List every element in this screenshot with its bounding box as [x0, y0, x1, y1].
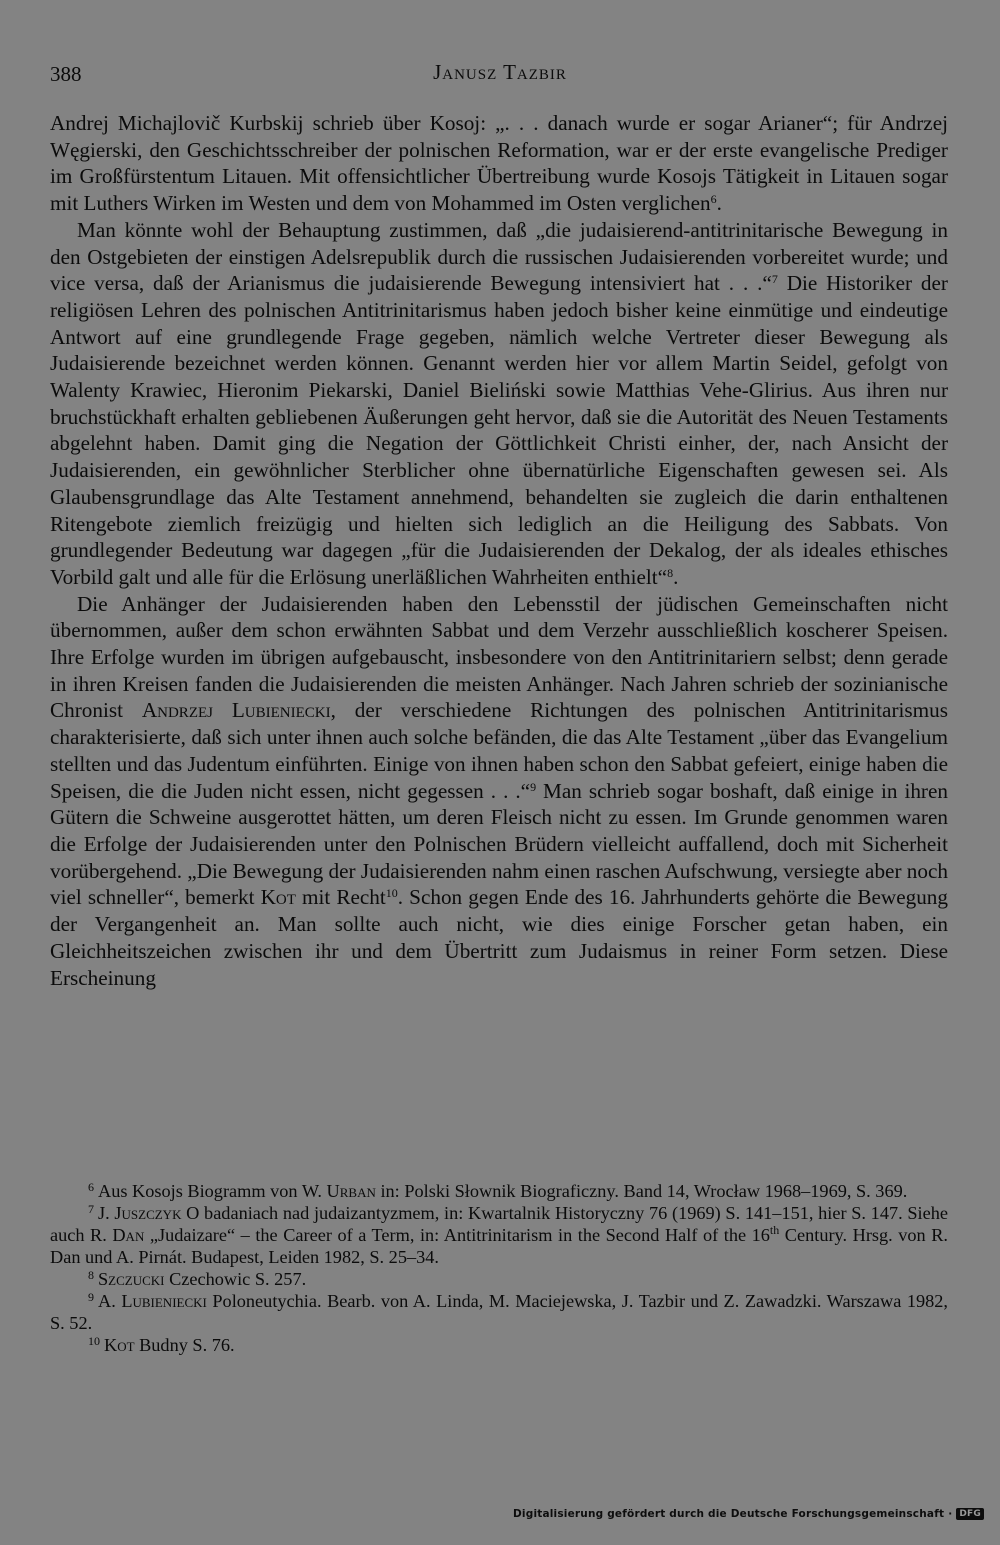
superscript: th	[769, 1223, 780, 1237]
footnote-8	[50, 1268, 948, 1290]
paragraph-2	[50, 217, 948, 591]
text-run: A.	[98, 1291, 122, 1311]
digitization-credit	[513, 1508, 984, 1520]
author-name: Szczucki	[98, 1269, 165, 1289]
text-run: Aus Kosojs Biogramm von W.	[98, 1181, 327, 1201]
footnote-number: 6	[88, 1180, 94, 1194]
page-header	[50, 52, 950, 92]
text-run: J.	[98, 1203, 115, 1223]
credit-separator: ·	[948, 1508, 953, 1520]
text-run: Andrej Michajlovič Kurbskij schrieb über Kosoj: „. . . danach wurde er sogar Arianer“; für Andrzej Węgierski, den Geschichtsschreiber der polnischen Reformation, war er der erste evangelische Prediger im Großfürstentum Litauen. Mit offensichtlicher Übertreibung wurde Kosojs Tätigkeit in Litauen sogar mit Luthers Wirken im Westen und dem von Mohammed im Osten verglichen	[50, 111, 948, 216]
main-text	[50, 110, 948, 991]
text-run: „Judaizare“ – the Career of a Term, in: Antitrinitarism in the Second Half of the 16	[144, 1225, 770, 1245]
running-head-author: Janusz Tazbir	[433, 60, 567, 84]
paragraph-3	[50, 591, 948, 992]
text-run: Man schrieb sogar boshaft, daß einige in ihren Gütern die Schweine ausgerottet hätten, um deren Fleisch nicht zu essen. Im Grunde genommen waren die Erfolge der Judaisierenden unter den Polnischen Brüdern vielleicht auffallend, doch mit Sicherheit vorübergehend. „Die Bewegung der Judaisierenden nahm einen raschen Aufschwung, versiegte aber noch viel schneller“, bemerkt	[50, 778, 948, 910]
footnote-ref-8[interactable]: 8	[667, 565, 674, 580]
text-run: Poloneutychia. Bearb. von A. Linda, M. Maciejewska, J. Tazbir und Z. Zawadzki. Warszawa 1982, S. 52.	[50, 1291, 948, 1333]
text-run: in: Polski Słownik Biograficzny. Band 14, Wrocław 1968–1969, S. 369.	[375, 1181, 908, 1201]
footnote-number: 10	[88, 1334, 100, 1348]
text-run: , der verschiedene Richtungen des polnischen Antitrinitarismus charakterisierte, daß sich unter ihnen auch solche befänden, die das Alte Testament „über das Evangelium stellten und das Judentum einführten. Einige von ihnen haben schon den Sabbat gefeiert, einige haben die Speisen, die die Juden nicht essen, nicht gegessen . . .“	[50, 698, 948, 803]
text-run: Century. Hrsg. von R. Dan und A. Pirnát. Budapest, Leiden 1982, S. 25–34.	[50, 1225, 948, 1267]
text-run: .	[716, 191, 722, 216]
text-run: Die Anhänger der Judaisierenden haben den Lebensstil der jüdischen Gemeinschaften nicht übernommen, außer dem schon erwähnten Sabbat und dem Verzehr ausschließlich koscherer Speisen. Ihre Erfolge wurden im übrigen aufgebauscht, insbesondere von den Antitrinitariern selbst; denn gerade in ihren Kreisen fanden die Judaisierenden die meisten Anhänger. Nach Jahren schrieb der sozinianische Chronist	[50, 591, 948, 723]
footnote-number: 8	[88, 1268, 94, 1282]
page-number: 388	[50, 62, 82, 86]
footnote-ref-6[interactable]: 6	[710, 192, 717, 207]
text-run: .	[673, 564, 679, 589]
footnote-ref-7[interactable]: 7	[771, 272, 778, 287]
footnote-ref-9[interactable]: 9	[530, 779, 537, 794]
text-run: Man könnte wohl der Behauptung zustimmen, daß „die judaisierend-antitrinitarische Bewegung in den Ostgebieten der einstigen Adelsrepublik durch die russischen Judaisierenden vorbereitet wurde; und vice versa, daß der Arianismus die judaisierende Bewegung intensiviert hat . . .“	[50, 217, 948, 296]
footnote-number: 9	[88, 1290, 94, 1304]
author-name: Kot	[104, 1335, 135, 1355]
footnotes	[50, 1180, 948, 1356]
credit-text: Digitalisierung gefördert durch die Deutsche Forschungsgemeinschaft	[513, 1508, 945, 1520]
author-name: Lubieniecki	[121, 1291, 207, 1311]
author-name: Urban	[326, 1181, 376, 1201]
text-run: O badaniach nad judaizantyzmem, in: Kwartalnik Historyczny 76 (1969) S. 141–151, hier S. 147. Siehe auch R.	[50, 1203, 948, 1245]
dfg-logo-icon: DFG	[956, 1508, 984, 1520]
footnote-6	[50, 1180, 948, 1202]
text-run: Czechowic S. 257.	[164, 1269, 307, 1289]
author-name: Andrzej Lubieniecki	[141, 698, 331, 723]
text-run: Budny S. 76.	[134, 1335, 235, 1355]
author-name: Dan	[112, 1225, 145, 1245]
footnote-9	[50, 1290, 948, 1334]
author-name: Juszczyk	[114, 1203, 182, 1223]
footnote-10	[50, 1334, 948, 1356]
text-run: Die Historiker der religiösen Lehren des polnischen Antitrinitarismus haben jedoch bisher keine einmütige und eindeutige Antwort auf eine grundlegende Frage gegeben, nämlich welche Vertreter dieser Bewegung als Judaisierende bezeichnet werden können. Genannt werden hier vor allem Martin Seidel, gefolgt von Walenty Krawiec, Hieronim Piekarski, Daniel Bieliński sowie Matthias Vehe-Glirius. Aus ihren nur bruchstückhaft erhalten gebliebenen Äußerungen geht hervor, daß sie die Autorität des Neuen Testaments abgelehnt haben. Damit ging die Negation der Göttlichkeit Christi einher, der, nach Ansicht der Judaisierenden, ein gewöhnlicher Sterblicher ohne übernatürliche Eigenschaften gewesen sei. Als Glaubensgrundlage das Alte Testament annehmend, behandelten sie zugleich die darin enthaltenen Ritengebote ziemlich freizügig und hielten sich lediglich an die Heiligung des Sabbats. Von grundlegender Bedeutung war dagegen „für die Judaisierenden der Dekalog, der als ideales ethisches Vorbild galt und alle für die Erlösung unerläßlichen Wahrheiten enthielt“	[50, 271, 948, 589]
paragraph-1	[50, 110, 948, 217]
footnote-7	[50, 1202, 948, 1268]
running-head	[50, 60, 950, 85]
footnote-ref-10[interactable]: 10	[385, 886, 398, 901]
text-run: mit Recht	[295, 885, 386, 910]
author-name: Kot	[260, 885, 296, 910]
text-run: . Schon gegen Ende des 16. Jahrhunderts gehörte die Bewegung der Vergangenheit an. Man sollte auch nicht, wie dies einige Forscher getan haben, ein Gleichheitszeichen zwischen ihr und dem Übertritt zum Judaismus in reiner Form setzen. Diese Erscheinung	[50, 885, 948, 990]
footnote-number: 7	[88, 1202, 94, 1216]
